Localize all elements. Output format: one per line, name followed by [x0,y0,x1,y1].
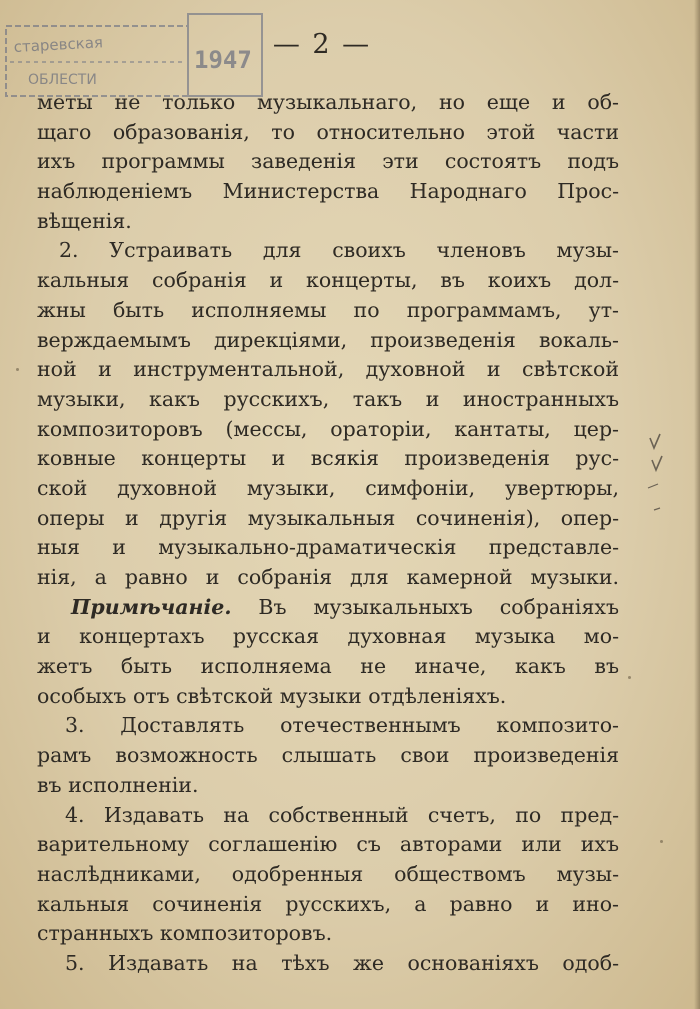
text-line: музыки, какъ русскихъ, такъ и иностранныхъ [37,386,619,411]
text-line: 3. Доставлять отечественнымъ композито- [65,713,619,738]
library-stamp [2,10,264,100]
text-line: наблюденіемъ Министерства Народнаго Прос- [37,179,619,204]
text-line: меты не только музыкальнаго, но еще и об- [37,90,619,114]
text-line: щаго образованія, то относительно этой части [37,119,619,144]
text-line: варительному соглашенію съ авторами или ихъ [37,832,619,857]
stamp-line-1: старевская [13,33,104,56]
text-line: особыхъ отъ свѣтской музыки отдѣленіяхъ. [37,683,507,708]
text-line: 5. Издавать на тѣхъ же основаніяхъ одоб- [65,950,619,975]
page-edge-shadow [694,0,700,1009]
body-text [37,88,619,979]
text-line: 2. Устраивать для своихъ членовъ музы- [59,238,619,263]
text-line: ныя и музыкально-драматическія представле- [37,535,619,560]
text-line: ной и инструментальной, духовной и свѣтской [37,357,619,382]
text-line: жны быть исполняемы по программамъ, ут- [37,297,619,322]
text-line: ковные концерты и всякія произведенія рус- [37,446,619,471]
text-line: верждаемымъ дирекціями, произведенія вокаль- [37,327,619,352]
text-line: жетъ быть исполняема не иначе, какъ въ [37,654,619,679]
text-line: вѣщенія. [37,208,132,233]
text-line: композиторовъ (мессы, ораторіи, кантаты, цер- [37,416,619,441]
text-line: кальныя собранія и концерты, въ коихъ дол- [37,268,619,293]
text-line: наслѣдниками, одобренныя обществомъ музы- [37,861,619,886]
paper-speck [660,840,663,843]
stamp-year: 1947 [194,46,252,74]
text-line: рамъ возможность слышать свои произведенія [37,743,619,768]
stamp-line-2: ОБЛЕСТИ [28,72,97,88]
text-line: 4. Издавать на собственный счетъ, по пред- [65,802,619,827]
text-line: нія, а равно и собранія для камерной музыки. [37,565,619,589]
note-label: Примѣчаніе. [71,594,232,619]
text-line: и концертахъ русская духовная музыка мо- [37,624,619,649]
paper-speck [628,676,631,679]
page-number: — 2 — [272,29,372,60]
note-text: Въ музыкальныхъ собраніяхъ [231,594,619,619]
text-line: ихъ программы заведенія эти состоятъ подъ [37,149,619,174]
paper-speck [16,368,19,371]
text-line: ской духовной музыки, симфоніи, увертюры, [37,475,619,500]
text-line: оперы и другія музыкальныя сочиненія), опер- [37,505,619,530]
text-line: въ исполненіи. [37,772,199,797]
note-line [37,593,619,623]
margin-pencil-marks [640,420,680,530]
text-line: странныхъ композиторовъ. [37,921,333,946]
text-line: кальныя сочиненія русскихъ, а равно и ино- [37,891,619,916]
